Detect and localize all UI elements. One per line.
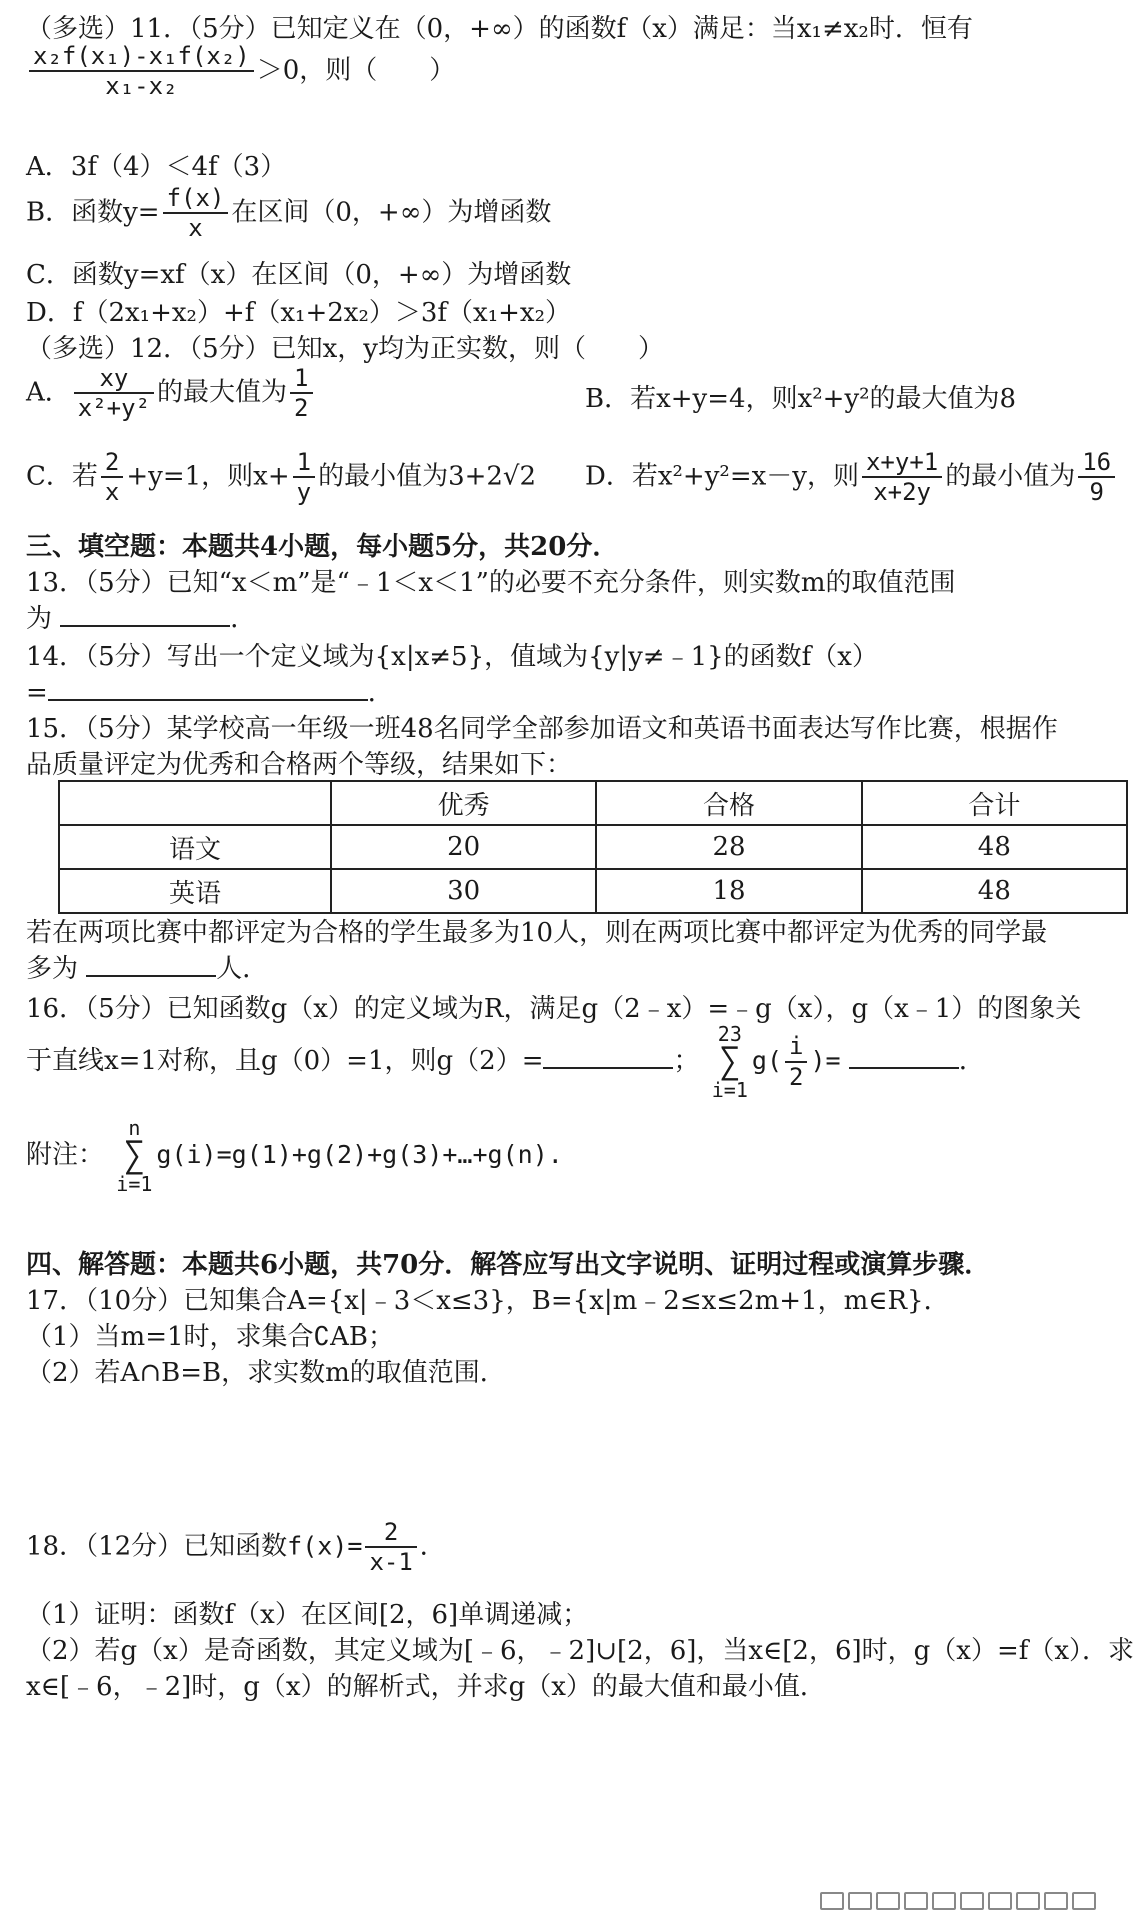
q12-d-pre: D．若x²+y²=x－y，则 xyxy=(585,461,859,492)
q12-c-pre: C．若 xyxy=(26,461,98,492)
q18-denominator: x-1 xyxy=(369,1548,413,1577)
q12-c-mid: +y=1，则x+ xyxy=(126,461,290,492)
q16-note-expr: g(i)=g(1)+g(2)+g(3)+…+g(n). xyxy=(156,1140,563,1169)
q14-answer-line xyxy=(26,672,394,709)
q11-option-b xyxy=(26,186,551,241)
q12-c-numerator-2: 1 xyxy=(293,450,315,478)
q16-line2-end: ． xyxy=(958,1046,985,1076)
q12-a-pre: A． xyxy=(26,377,71,408)
q16-sum-fraction xyxy=(785,1034,807,1089)
mark-icon xyxy=(876,1892,900,1910)
q13-answer-blank[interactable] xyxy=(60,603,230,627)
q11-condition xyxy=(26,44,455,99)
q11-condition-fraction xyxy=(29,44,254,99)
q12-a-fraction xyxy=(74,366,154,421)
q12-stem: （多选）12．（5分）已知x，y均为正实数，则（ ） xyxy=(26,334,664,364)
sum-lower-limit: i=1 xyxy=(711,1078,748,1102)
note-summation-sign xyxy=(116,1118,152,1194)
mark-icon xyxy=(1016,1892,1040,1910)
q16-sum-expr-pre: g( xyxy=(751,1046,782,1075)
mark-icon xyxy=(1044,1892,1068,1910)
q14-post: ． xyxy=(367,678,394,708)
note-sum-upper-limit: n xyxy=(128,1116,141,1140)
table-cell: 48 xyxy=(862,825,1127,869)
table-header-row xyxy=(59,781,1127,825)
q18-part2: （2）若g（x）是奇函数，其定义域为[﹣6，﹣2]∪[2，6]，当x∈[2，6]时，g（x）=f（x）．求 xyxy=(26,1636,1135,1666)
q11-cond-numerator: x₂f(x₁)-x₁f(x₂) xyxy=(29,44,254,72)
q16-note-pre: 附注： xyxy=(26,1140,105,1170)
mark-icon xyxy=(848,1892,872,1910)
mark-icon xyxy=(904,1892,928,1910)
q11-b-pre: B．函数y= xyxy=(26,197,160,228)
q12-d-value xyxy=(1078,450,1115,505)
q11-cond-tail: ＞0，则（ ） xyxy=(256,55,456,86)
table-cell: 18 xyxy=(596,869,861,913)
q12-a-denominator: x²+y² xyxy=(77,394,151,423)
q11-b-denominator: x xyxy=(188,214,203,243)
q11-b-numerator: f(x) xyxy=(163,186,229,214)
q15-answer-line xyxy=(26,948,268,985)
q18-stem xyxy=(26,1520,446,1575)
table-row xyxy=(59,825,1127,869)
bottom-watermark-marks xyxy=(820,1887,1120,1905)
table-header-cell: 合格 xyxy=(596,781,861,825)
q11-cond-denominator: x₁-x₂ xyxy=(105,72,178,101)
q11-option-c: C．函数y=xf（x）在区间（0，+∞）为增函数 xyxy=(26,260,572,290)
q12-c-fraction-2 xyxy=(293,450,315,505)
q15-stem-line3: 若在两项比赛中都评定为合格的学生最多为10人，则在两项比赛中都评定为优秀的同学最 xyxy=(26,918,1048,948)
q12-a-numerator: xy xyxy=(74,366,154,394)
table-header-cell: 优秀 xyxy=(331,781,596,825)
q16-line2-mid: ； xyxy=(673,1046,700,1076)
q13-stem: 13．（5分）已知“x＜m”是“﹣1＜x＜1”的必要不充分条件，则实数m的取值范围 xyxy=(26,568,956,598)
q12-d-value-den: 9 xyxy=(1089,478,1104,507)
q16-answer-blank-2[interactable] xyxy=(849,1045,959,1069)
q11-option-d: D．f（2x₁+x₂）+f（x₁+2x₂）＞3f（x₁+x₂） xyxy=(26,298,571,328)
q15-stem-line2: 品质量评定为优秀和合格两个等级，结果如下： xyxy=(26,750,573,780)
q12-d-value-num: 16 xyxy=(1078,450,1115,478)
q16-sum-expr-post: )= xyxy=(810,1046,841,1075)
q16-note xyxy=(26,1118,563,1194)
q16-sum-frac-num: i xyxy=(785,1034,807,1062)
q16-line2-pre: 于直线x=1对称，且g（0）=1，则g（2）= xyxy=(26,1046,544,1076)
q15-post: 人． xyxy=(216,954,269,984)
table-row xyxy=(59,869,1127,913)
table-cell: 48 xyxy=(862,869,1127,913)
section-3-heading: 三、填空题：本题共4小题，每小题5分，共20分． xyxy=(26,532,619,562)
q18-numerator: 2 xyxy=(365,1520,416,1548)
q12-a-value-num: 1 xyxy=(290,366,312,394)
q18-f-label: f(x)= xyxy=(287,1531,363,1561)
q18-post: ． xyxy=(419,1531,446,1562)
mark-icon xyxy=(988,1892,1012,1910)
table-cell: 语文 xyxy=(59,825,331,869)
q12-a-mid: 的最大值为 xyxy=(157,377,288,408)
q12-c-denominator: x xyxy=(104,478,120,507)
note-sum-lower-limit: i=1 xyxy=(116,1172,153,1196)
q11-b-post: 在区间（0，+∞）为增函数 xyxy=(231,197,552,228)
q13-answer-line xyxy=(26,598,256,635)
summation-sign xyxy=(712,1024,748,1100)
mark-icon xyxy=(960,1892,984,1910)
section-4-heading: 四、解答题：本题共6小题，共70分．解答应写出文字说明、证明过程或演算步骤． xyxy=(26,1250,991,1280)
q16-answer-line xyxy=(26,1024,985,1100)
q12-c-post: 的最小值为3+2√2 xyxy=(318,461,537,492)
q12-a-value-den: 2 xyxy=(294,394,309,423)
q14-answer-blank[interactable] xyxy=(48,677,368,701)
q12-option-d xyxy=(585,450,1118,505)
table-cell: 20 xyxy=(331,825,596,869)
q11-stem: （多选）11．（5分）已知定义在（0，+∞）的函数f（x）满足：当x₁≠x₂时．恒有 xyxy=(26,14,973,44)
q14-stem: 14．（5分）写出一个定义域为{x|x≠5}，值域为{y|y≠﹣1}的函数f（x） xyxy=(26,642,878,672)
q12-c-denominator-2: y xyxy=(296,478,312,507)
q15-answer-blank[interactable] xyxy=(86,953,216,977)
q12-a-value xyxy=(290,366,312,421)
q11-b-fraction xyxy=(163,186,229,241)
q18-part1: （1）证明：函数f（x）在区间[2，6]单调递减； xyxy=(26,1600,589,1630)
q18-fraction xyxy=(365,1520,416,1575)
q14-pre: = xyxy=(26,678,48,708)
q11-option-a: A．3f（4）＜4f（3） xyxy=(26,152,287,182)
q12-c-fraction xyxy=(101,450,123,505)
sigma-icon: ∑ xyxy=(718,1041,741,1082)
q12-option-a xyxy=(26,366,316,421)
q12-d-fraction xyxy=(862,450,942,505)
q12-d-mid: 的最小值为 xyxy=(945,461,1076,492)
q12-d-numerator: x+y+1 xyxy=(862,450,942,478)
table-header-cell xyxy=(59,781,331,825)
table-cell: 28 xyxy=(596,825,861,869)
mark-icon xyxy=(1072,1892,1096,1910)
q13-post: ． xyxy=(230,604,257,634)
q15-pre: 多为 xyxy=(26,954,79,984)
sum-upper-limit: 23 xyxy=(717,1022,742,1046)
sigma-icon: ∑ xyxy=(123,1135,146,1176)
q17-stem: 17．（10分）已知集合A={x|﹣3＜x≤3}，B={x|m﹣2≤x≤2m+1，m∈R}． xyxy=(26,1286,950,1316)
q12-option-b: B．若x+y=4，则x²+y²的最大值为8 xyxy=(585,384,1017,414)
q16-stem: 16．（5分）已知函数g（x）的定义域为R，满足g（2﹣x）=﹣g（x），g（x﹣1）的图象关 xyxy=(26,994,1082,1024)
mark-icon xyxy=(932,1892,956,1910)
table-cell: 30 xyxy=(331,869,596,913)
q17-part2: （2）若A∩B=B，求实数m的取值范围． xyxy=(26,1358,506,1388)
q13-pre: 为 xyxy=(26,604,53,634)
q15-results-table xyxy=(58,780,1128,914)
q15-stem-line1: 15．（5分）某学校高一年级一班48名同学全部参加语文和英语书面表达写作比赛，根据作 xyxy=(26,714,1058,744)
q12-c-numerator: 2 xyxy=(101,450,123,478)
q16-answer-blank-1[interactable] xyxy=(543,1045,673,1069)
table-cell: 英语 xyxy=(59,869,331,913)
q16-sum-frac-den: 2 xyxy=(789,1062,804,1091)
table-header-cell: 合计 xyxy=(862,781,1127,825)
mark-icon xyxy=(820,1892,844,1910)
q12-d-denominator: x+2y xyxy=(873,478,931,507)
q18-pre: 18．（12分）已知函数 xyxy=(26,1531,288,1562)
q12-option-c xyxy=(26,450,536,505)
q17-part1: （1）当m=1时，求集合∁AB； xyxy=(26,1322,394,1352)
q18-part3: x∈[﹣6，﹣2]时，g（x）的解析式，并求g（x）的最大值和最小值． xyxy=(26,1672,826,1702)
